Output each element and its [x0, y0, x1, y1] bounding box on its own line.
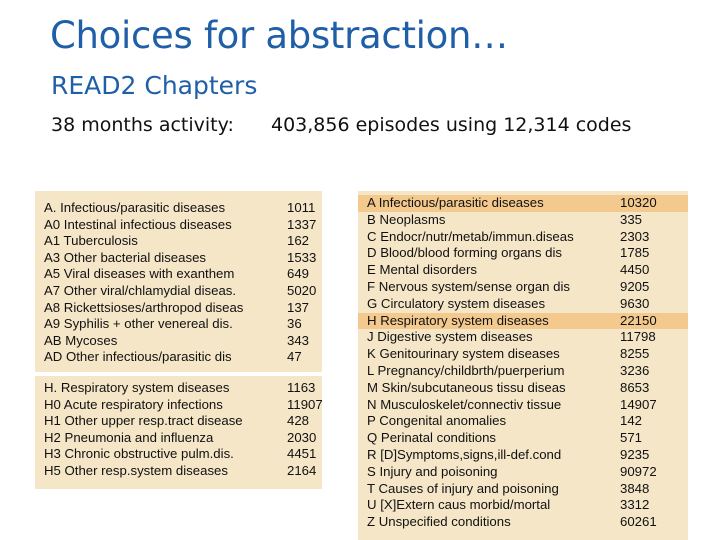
table-row — [35, 217, 322, 234]
row-label: A7 Other viral/chlamydial diseas. — [44, 283, 237, 298]
row-value: 1011 — [287, 200, 316, 215]
row-label: Q Perinatal conditions — [367, 430, 497, 446]
row-value: 9235 — [620, 447, 650, 462]
row-value: 2164 — [287, 463, 317, 478]
row-value: 3848 — [620, 480, 650, 496]
read2-chapters-table — [358, 191, 688, 540]
table-row — [358, 212, 688, 229]
row-value: 47 — [287, 349, 302, 365]
row-label: H3 Chronic obstructive pulm.dis. — [44, 446, 234, 462]
row-value: 5020 — [287, 283, 317, 298]
row-value: 649 — [287, 266, 310, 282]
row-value: 11907 — [287, 396, 323, 412]
row-value: 9205 — [620, 279, 650, 294]
row-label: H2 Pneumonia and influenza — [44, 429, 214, 445]
table-row — [35, 349, 322, 366]
row-value: 162 — [287, 233, 310, 249]
table-row — [35, 333, 322, 350]
table-row — [358, 262, 688, 279]
row-value: 3312 — [620, 497, 650, 513]
row-label: E Mental disorders — [367, 262, 477, 278]
row-value: 10320 — [620, 195, 657, 210]
infectious-subchapters-table — [35, 191, 322, 372]
table-row — [358, 397, 688, 414]
table-row — [358, 195, 688, 212]
row-value: 2303 — [620, 228, 650, 244]
row-label: A5 Viral diseases with exanthem — [44, 266, 235, 282]
row-label: H Respiratory system diseases — [367, 312, 549, 328]
row-value: 142 — [620, 413, 643, 429]
row-value: 36 — [287, 316, 302, 332]
table-row — [358, 380, 688, 397]
row-value: 11798 — [620, 329, 656, 345]
row-label: L Pregnancy/childbrth/puerperium — [367, 363, 565, 378]
row-value: 4451 — [287, 446, 317, 462]
table-row — [358, 229, 688, 246]
row-value: 1785 — [620, 245, 650, 261]
table-row — [358, 497, 688, 514]
row-value: 90972 — [620, 463, 657, 479]
row-label: H0 Acute respiratory infections — [44, 396, 223, 412]
row-label: T Causes of injury and poisoning — [367, 480, 559, 496]
row-value: 1533 — [287, 249, 317, 265]
table-row — [35, 200, 322, 217]
table-row — [35, 397, 322, 414]
table-row — [358, 447, 688, 464]
row-value: 1163 — [287, 380, 316, 395]
table-row — [35, 446, 322, 463]
row-value: 9630 — [620, 295, 650, 311]
table-row — [35, 430, 322, 447]
row-label: P Congenital anomalies — [367, 413, 507, 429]
row-value: 343 — [287, 332, 310, 348]
table-row — [358, 329, 688, 346]
page-title: Choices for abstraction… — [50, 14, 508, 57]
table-row — [358, 363, 688, 380]
table-row — [35, 283, 322, 300]
table-row — [358, 514, 688, 531]
row-label: A Infectious/parasitic diseases — [367, 195, 544, 210]
row-value: 8255 — [620, 346, 650, 362]
table-row — [35, 413, 322, 430]
page-subtitle: READ2 Chapters — [51, 71, 258, 100]
row-label: A8 Rickettsioses/arthropod diseas — [44, 299, 244, 315]
row-label: H. Respiratory system diseases — [44, 380, 230, 395]
row-value: 335 — [620, 211, 643, 227]
table-row — [35, 463, 322, 480]
row-label: D Blood/blood forming organs dis — [367, 245, 562, 261]
row-value: 428 — [287, 413, 310, 429]
row-label: S Injury and poisoning — [367, 463, 498, 479]
activity-value: 403,856 episodes using 12,314 codes — [271, 114, 632, 136]
respiratory-subchapters-table — [35, 376, 322, 489]
table-row — [35, 233, 322, 250]
row-label: B Neoplasms — [367, 211, 446, 227]
table-row — [35, 316, 322, 333]
row-label: A9 Syphilis + other venereal dis. — [44, 316, 233, 332]
row-label: H1 Other upper resp.tract disease — [44, 413, 243, 429]
row-label: A0 Intestinal infectious diseases — [44, 216, 232, 232]
row-label: AD Other infectious/parasitic dis — [44, 349, 232, 365]
table-row — [358, 481, 688, 498]
row-value: 1337 — [287, 216, 317, 232]
row-value: 8653 — [620, 379, 650, 395]
row-value: 571 — [620, 430, 643, 446]
row-value: 137 — [287, 299, 310, 315]
table-row — [358, 279, 688, 296]
table-row — [358, 430, 688, 447]
activity-label: 38 months activity: — [51, 114, 234, 136]
table-row — [358, 245, 688, 262]
row-label: J Digestive system diseases — [367, 329, 533, 345]
table-row — [358, 313, 688, 330]
table-row — [35, 266, 322, 283]
table-row — [358, 346, 688, 363]
row-label: U [X]Extern caus morbid/mortal — [367, 497, 551, 513]
row-value: 22150 — [620, 312, 657, 328]
row-label: K Genitourinary system diseases — [367, 346, 560, 362]
table-row — [35, 380, 322, 397]
row-value: 14907 — [620, 396, 657, 412]
row-label: A1 Tuberculosis — [44, 233, 138, 249]
row-label: M Skin/subcutaneous tissu diseas — [367, 379, 566, 395]
table-row — [35, 300, 322, 317]
row-value: 3236 — [620, 363, 650, 378]
row-label: A. Infectious/parasitic diseases — [44, 200, 226, 215]
row-value: 2030 — [287, 429, 317, 445]
row-label: G Circulatory system diseases — [367, 295, 546, 311]
table-row — [358, 296, 688, 313]
table-row — [35, 250, 322, 267]
row-value: 4450 — [620, 262, 650, 278]
table-row — [358, 413, 688, 430]
row-value: 60261 — [620, 514, 657, 530]
table-row — [358, 464, 688, 481]
row-label: R [D]Symptoms,signs,ill-def.cond — [367, 447, 562, 462]
row-label: H5 Other resp.system diseases — [44, 463, 228, 478]
row-label: Z Unspecified conditions — [367, 514, 511, 530]
row-label: F Nervous system/sense organ dis — [367, 279, 571, 294]
row-label: AB Mycoses — [44, 332, 118, 348]
row-label: N Musculoskelet/connectiv tissue — [367, 396, 562, 412]
row-label: C Endocr/nutr/metab/immun.diseas — [367, 228, 574, 244]
row-label: A3 Other bacterial diseases — [44, 249, 206, 265]
